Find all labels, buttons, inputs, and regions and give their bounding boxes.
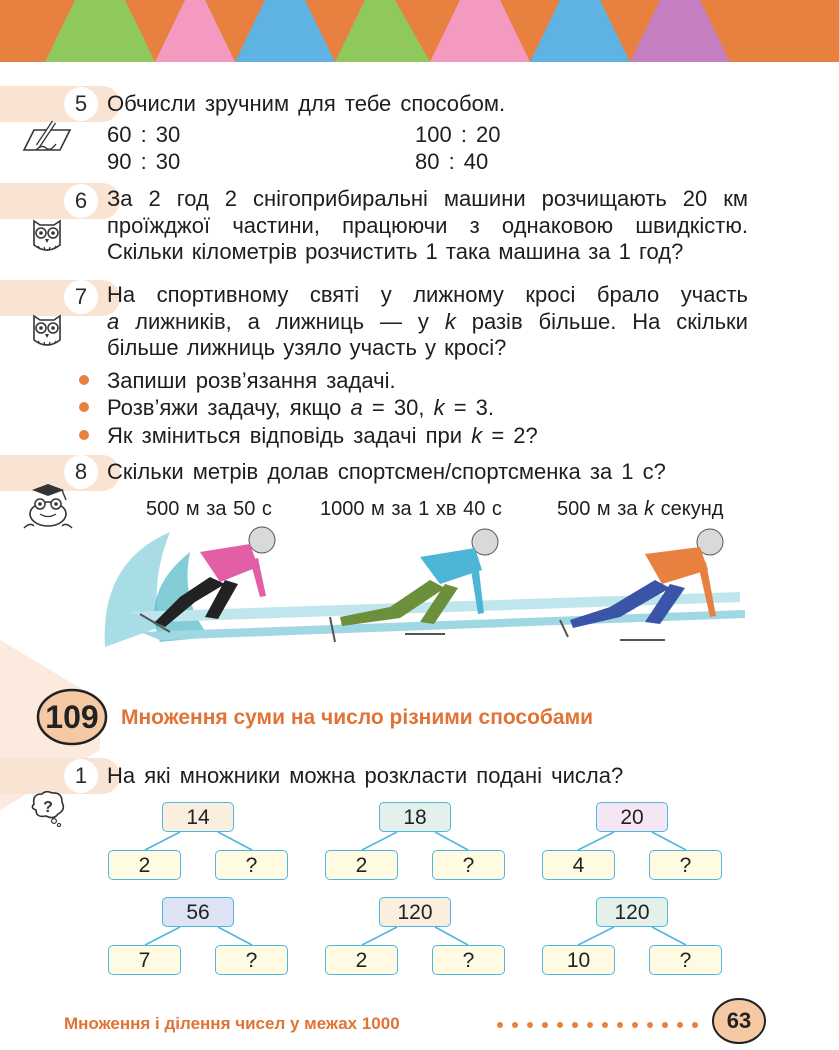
text-line: проїжджої частини, працюючи з однаковою швидкістю. xyxy=(107,212,748,238)
factor-box[interactable]: ? xyxy=(215,945,288,975)
lesson-title: Множення суми на число різними способами xyxy=(121,706,594,729)
text-fragment: разів більше. На скільки xyxy=(471,308,748,334)
factor-tree-root: 20 xyxy=(596,802,668,832)
task-8-text: Скільки метрів долав спортсмен/спортсменка за 1 с? xyxy=(107,459,666,484)
task-number: 5 xyxy=(64,87,98,121)
footer-dots xyxy=(496,1018,706,1032)
task-number: 1 xyxy=(64,759,98,793)
factor-box[interactable]: ? xyxy=(432,945,505,975)
task-number: 6 xyxy=(64,184,98,218)
variable-a: a xyxy=(350,395,363,420)
speed-caption: 500 м за 50 с xyxy=(146,498,272,520)
factor-tree-root: 120 xyxy=(379,897,451,927)
factor-tree-root: 56 xyxy=(162,897,234,927)
variable-a: a xyxy=(107,308,120,334)
task-number: 7 xyxy=(64,280,98,314)
factor-tree-root: 18 xyxy=(379,802,451,832)
footer-section-title: Множення і ділення чисел у межах 1000 xyxy=(64,1014,400,1033)
text-line: На спортивному святі у лижному кросі брало участь xyxy=(107,282,748,307)
variable-k: k xyxy=(433,395,445,420)
text-fragment: 500 м за xyxy=(557,498,638,520)
expression: 100 : 20 xyxy=(415,122,501,147)
text-fragment: = 2? xyxy=(491,423,538,448)
text-fragment: Розв’яжи задачу, якщо xyxy=(107,395,342,420)
factor-box[interactable]: ? xyxy=(649,850,722,880)
speed-caption: 1000 м за 1 хв 40 с xyxy=(320,498,502,520)
bullet-text: Запиши розв’язання задачі. xyxy=(107,368,396,393)
text-fragment: лижників, а лижниць — у xyxy=(135,308,429,334)
factor-tree-root: 14 xyxy=(162,802,234,832)
expression: 60 : 30 xyxy=(107,122,181,147)
factor-tree-root: 120 xyxy=(596,897,668,927)
factor-box[interactable]: 2 xyxy=(108,850,181,880)
variable-k: k xyxy=(644,498,655,520)
text-fragment: = 30, xyxy=(371,395,425,420)
expression: 90 : 30 xyxy=(107,149,181,174)
factor-box[interactable]: ? xyxy=(215,850,288,880)
page-number: 63 xyxy=(726,1008,752,1033)
factor-box[interactable]: ? xyxy=(649,945,722,975)
lesson-number: 109 xyxy=(45,699,99,735)
expression: 80 : 40 xyxy=(415,149,489,174)
text-line: За 2 год 2 снігоприбиральні машини розчищають 20 км xyxy=(107,186,748,211)
text-fragment: секунд xyxy=(660,498,724,520)
variable-k: k xyxy=(471,423,483,448)
task-5-text: Обчисли зручним для тебе способом. xyxy=(107,91,506,116)
factor-box[interactable]: 2 xyxy=(325,850,398,880)
text-fragment: Як зміниться відповідь задачі при xyxy=(107,423,463,448)
text-line: Скільки кілометрів розчистить 1 така машина за 1 год? xyxy=(107,239,684,264)
task-1-text: На які множники можна розкласти подані числа? xyxy=(107,763,624,788)
factor-box[interactable]: ? xyxy=(432,850,505,880)
task-number: 8 xyxy=(64,455,98,489)
svg-text:?: ? xyxy=(43,799,53,816)
factor-box[interactable]: 2 xyxy=(325,945,398,975)
text-fragment: = 3. xyxy=(453,395,495,420)
factor-box[interactable]: 7 xyxy=(108,945,181,975)
factor-box[interactable]: 4 xyxy=(542,850,615,880)
text-line: більше лижниць узяло участь у кросі? xyxy=(107,335,507,360)
variable-k: k xyxy=(444,308,456,334)
factor-box[interactable]: 10 xyxy=(542,945,615,975)
